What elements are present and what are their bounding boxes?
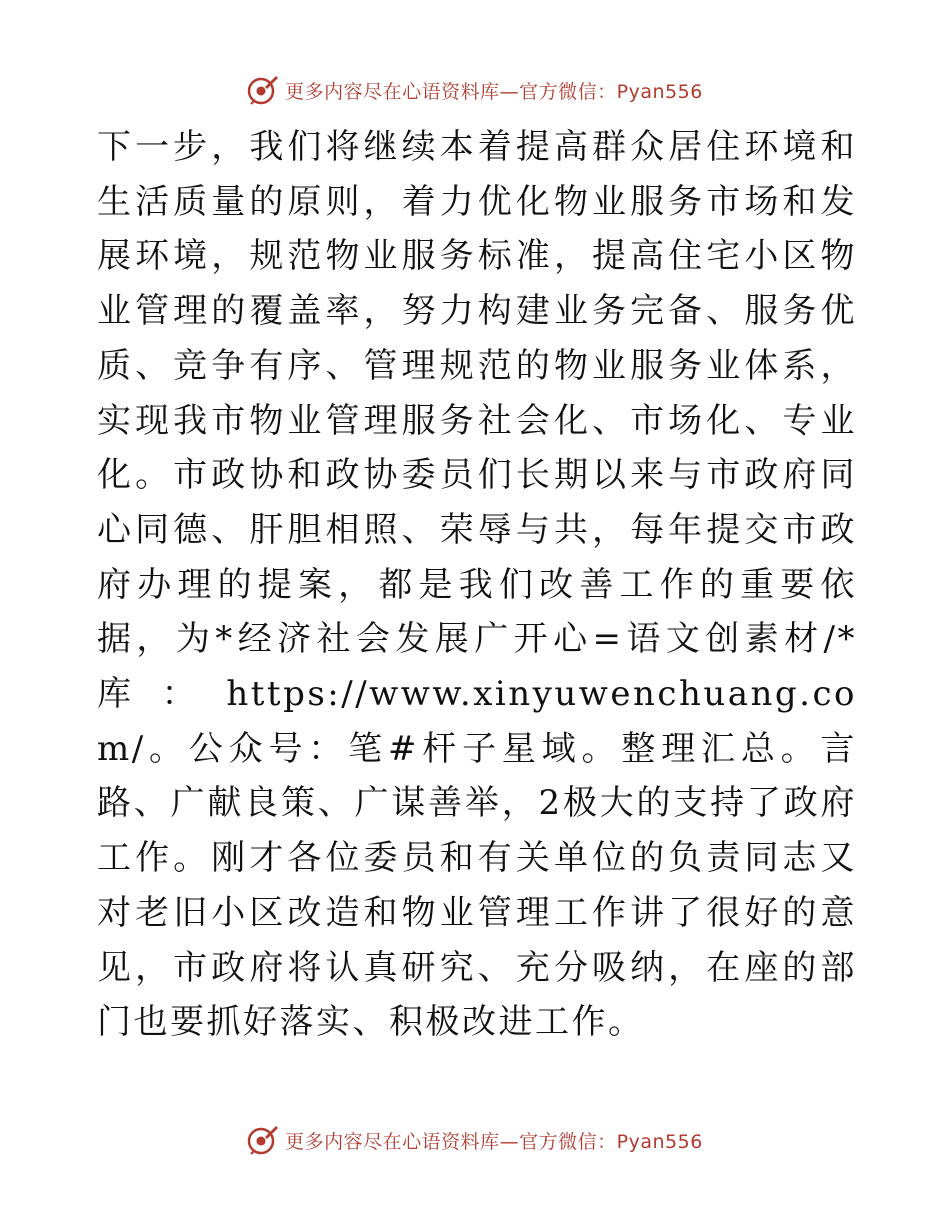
footer-banner bbox=[0, 1120, 950, 1160]
brush-logo-icon bbox=[247, 1124, 279, 1156]
body-paragraph: 下一步，我们将继续本着提高群众居住环境和生活质量的原则，着力优化物业服务市场和发展环境，规范物业服务标准，提高住宅小区物业管理的覆盖率，努力构建业务完备、服务优质、竞争有序、管理规范的物业服务业体系，实现我市物业管理服务社会化、市场化、专业化。市政协和政协委员们长期以来与市政府同心同德、肝胆相照、荣辱与共，每年提交市政府办理的提案，都是我们改善工作的重要依据，为*经济社会发展广开心=语文创素材/*库：https://www.xinyuwenchuang.com/。公众号：笔#杆子星域。整理汇总。言路、广献良策、广谋善举，2极大的支持了政府工作。刚才各位委员和有关单位的负责同志又对老旧小区改造和物业管理工作讲了很好的意见，市政府将认真研究、充分吸纳，在座的部门也要抓好落实、积极改进工作。 bbox=[97, 127, 857, 1043]
footer-banner-text: 更多内容尽在心语资料库—官方微信：Pyan556 bbox=[285, 1130, 703, 1153]
header-banner bbox=[0, 70, 950, 110]
document-body bbox=[97, 120, 857, 1050]
brush-logo-icon bbox=[247, 74, 279, 106]
header-banner-text: 更多内容尽在心语资料库—官方微信：Pyan556 bbox=[285, 80, 703, 103]
